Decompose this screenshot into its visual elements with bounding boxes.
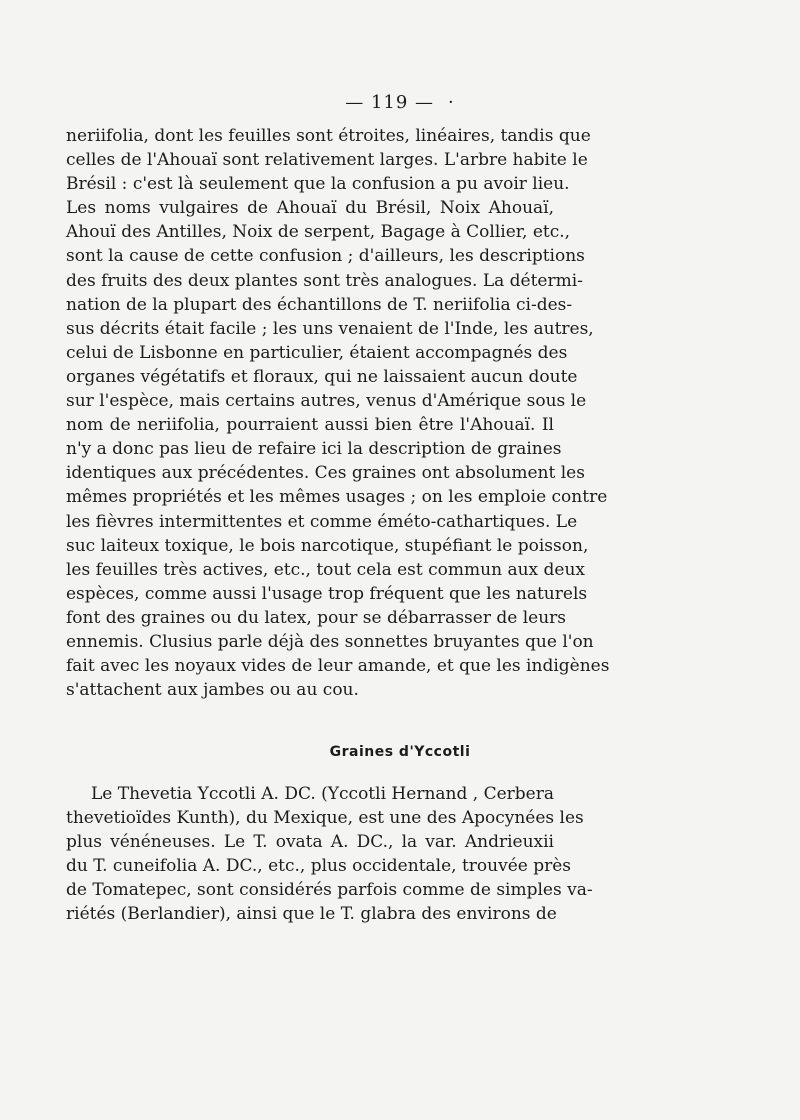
section-heading: Graines d'Yccotli (329, 744, 471, 760)
text-line: celles de l'Ahouaï sont relativement larges. L'arbre habite le (66, 150, 588, 171)
page-mark: · (448, 92, 455, 113)
text-line: nom de neriifolia, pourraient aussi bien être l'Ahouaï. Il (66, 415, 554, 436)
text-line: sur l'espèce, mais certains autres, venus d'Amérique sous le (66, 391, 587, 412)
text-line: neriifolia, dont les feuilles sont étroites, linéaires, tandis que (66, 126, 591, 146)
text-line: sont la cause de cette confusion ; d'ailleurs, les descriptions (66, 246, 585, 267)
text-line: mêmes propriétés et les mêmes usages ; on les emploie contre (66, 487, 608, 508)
text-line: sus décrits était facile ; les uns venaient de l'Inde, les autres, (66, 318, 594, 339)
text-line: font des graines ou du latex, pour se débarrasser de leurs (66, 607, 566, 628)
text-line: organes végétatifs et floraux, qui ne laissaient aucun doute (66, 366, 578, 387)
text-line: Le Thevetia Yccotli A. DC. (Yccotli Hernand , Cerbera (91, 784, 554, 804)
text-line: riétés (Berlandier), ainsi que le T. glabra des environs de (66, 904, 557, 925)
text-line: ennemis. Clusius parle déjà des sonnettes bruyantes que l'on (66, 631, 594, 652)
text-line: les feuilles très actives, etc., tout cela est commun aux deux (66, 559, 585, 580)
text-line: s'attachent aux jambes ou au cou. (66, 680, 359, 701)
text-line: du T. cuneifolia A. DC., etc., plus occidentale, trouvée près (66, 856, 572, 877)
text-line: suc laiteux toxique, le bois narcotique, stupéfiant le poisson, (66, 535, 589, 556)
text-line: nation de la plupart des échantillons de T. neriifolia ci-des- (66, 294, 573, 315)
text-line: celui de Lisbonne en particulier, étaient accompagnés des (66, 342, 568, 363)
text-line: Les noms vulgaires de Ahouaï du Brésil, Noix Ahouaï, (66, 198, 554, 219)
page-number (0, 92, 800, 113)
paragraph-2 (66, 782, 593, 927)
text-line: espèces, comme aussi l'usage trop fréquent que les naturels (66, 583, 588, 604)
text-line: de Tomatepec, sont considérés parfois comme de simples va- (66, 880, 593, 901)
text-line: fait avec les noyaux vides de leur amande, et que les indigènes (66, 656, 610, 677)
text-line: n'y a donc pas lieu de refaire ici la description de graines (66, 439, 562, 460)
text-line: des fruits des deux plantes sont très analogues. La détermi- (66, 270, 583, 291)
text-line: identiques aux précédentes. Ces graines ont absolument les (66, 463, 585, 484)
text-line: plus vénéneuses. Le T. ovata A. DC., la var. Andrieuxii (66, 832, 554, 853)
paragraph-1 (66, 124, 610, 702)
text-line: Ahouï des Antilles, Noix de serpent, Bagage à Collier, etc., (66, 222, 571, 243)
text-line: les fièvres intermittentes et comme éméto-cathartiques. Le (66, 511, 578, 532)
text-line: Brésil : c'est là seulement que la confusion a pu avoir lieu. (66, 174, 570, 195)
page-number-text: — 119 — (345, 92, 435, 113)
text-line: thevetioïdes Kunth), du Mexique, est une des Apocynées les (66, 808, 584, 829)
